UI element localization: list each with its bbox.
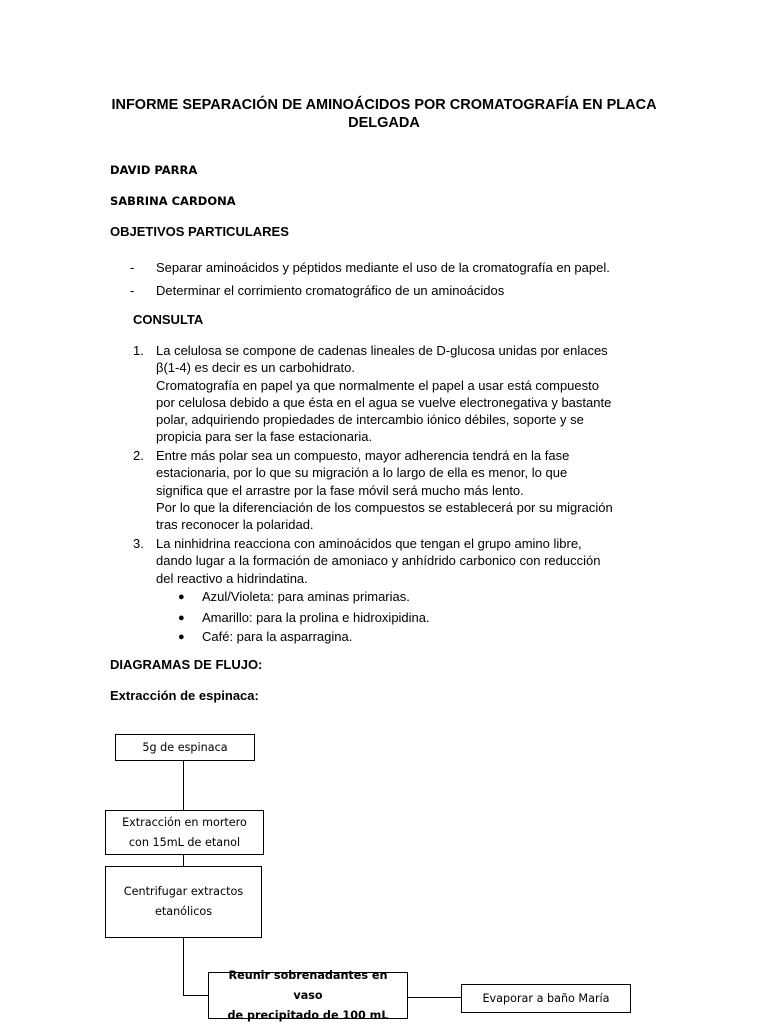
bullet-item: Azul/Violeta: para aminas primarias. — [202, 589, 410, 604]
diagram-subheading: Extracción de espinaca: — [110, 688, 259, 703]
box-label: etanólicos — [154, 905, 213, 918]
flow-box-evaporate — [461, 984, 631, 1013]
dash-marker: - — [130, 283, 135, 298]
box-label: 5g de espinaca — [142, 740, 228, 754]
consulta-item-2 — [156, 447, 676, 533]
flow-connector — [407, 997, 462, 998]
box-label: Centrifugar extractos — [123, 885, 244, 898]
text-line: Entre más polar sea un compuesto, mayor adherencia tendrá en la fase — [156, 448, 570, 463]
objectives-heading: OBJETIVOS PARTICULARES — [110, 224, 289, 239]
text-line: significa que el arrastre por la fase móvil será mucho más lento. — [156, 482, 524, 498]
flow-connector — [183, 853, 184, 867]
text-line: Cromatografía en papel ya que normalmente el papel a usar está compuesto — [156, 377, 599, 393]
box-label: Extracción en mortero — [122, 815, 247, 829]
flow-connector — [183, 760, 184, 811]
document-title: INFORME SEPARACIÓN DE AMINOÁCIDOS POR CROMATOGRAFÍA EN PLACA DELGADA — [111, 97, 657, 131]
objective-item: Separar aminoácidos y péptidos mediante el uso de la cromatografía en papel. — [156, 260, 610, 275]
text-line: La celulosa se compone de cadenas lineales de D-glucosa unidas por enlaces — [156, 343, 608, 358]
dash-marker: - — [130, 260, 135, 275]
text-line: dando lugar a la formación de amoniaco y anhídrido carbonico con reducción — [156, 553, 601, 569]
flow-box-extraction — [105, 810, 264, 855]
text-line: propicia para ser la fase estacionaria. — [156, 429, 373, 445]
text-line: Por lo que la diferenciación de los compuestos se establecerá por su migración — [156, 499, 613, 515]
consulta-heading: CONSULTA — [133, 312, 204, 327]
text-line: por celulosa debido a que ésta en el agua se vuelve electronegativa y bastante — [156, 394, 612, 410]
flow-connector — [183, 937, 184, 996]
box-label: Reunir sobrenadantes en vaso — [228, 968, 388, 1002]
bullet-item: Café: para la asparragina. — [202, 629, 353, 644]
flow-box-spinach — [115, 734, 255, 761]
text-line: tras reconocer la polaridad. — [156, 517, 314, 533]
text-line: polar, adquiriendo propiedades de intercambio iónico débiles, soporte y se — [156, 412, 584, 428]
bullet-marker: ● — [178, 631, 185, 643]
box-label: con 15mL de etanol — [128, 835, 241, 849]
flow-box-centrifuge — [105, 866, 262, 938]
text-line: estacionaria, por lo que su migración a lo largo de ella es menor, lo que — [156, 465, 568, 481]
diagrams-heading: DIAGRAMAS DE FLUJO: — [110, 657, 263, 672]
text-line: La ninhidrina reacciona con aminoácidos que tengan el grupo amino libre, — [156, 536, 582, 551]
author-name: DAVID PARRA — [110, 163, 198, 177]
list-number: 2. — [133, 448, 144, 463]
box-label: Evaporar a baño María — [482, 991, 610, 1005]
consulta-item-3 — [156, 535, 676, 587]
author-name: SABRINA CARDONA — [110, 194, 236, 208]
box-label: de precipitado de 100 mL — [227, 1008, 389, 1022]
text-line: del reactivo a hidrindatina. — [156, 570, 308, 586]
bullet-item: Amarillo: para la prolina e hidroxipidina. — [202, 610, 430, 625]
flow-box-collect — [208, 968, 408, 1022]
bullet-marker: ● — [178, 591, 185, 603]
bullet-marker: ● — [178, 612, 185, 624]
flow-connector — [183, 995, 209, 996]
text-line: β(1-4) es decir es un carbohidrato. — [156, 360, 355, 376]
list-number: 3. — [133, 536, 144, 551]
consulta-item-1 — [156, 342, 676, 446]
objective-item: Determinar el corrimiento cromatográfico de un aminoácidos — [156, 283, 505, 298]
list-number: 1. — [133, 343, 144, 358]
